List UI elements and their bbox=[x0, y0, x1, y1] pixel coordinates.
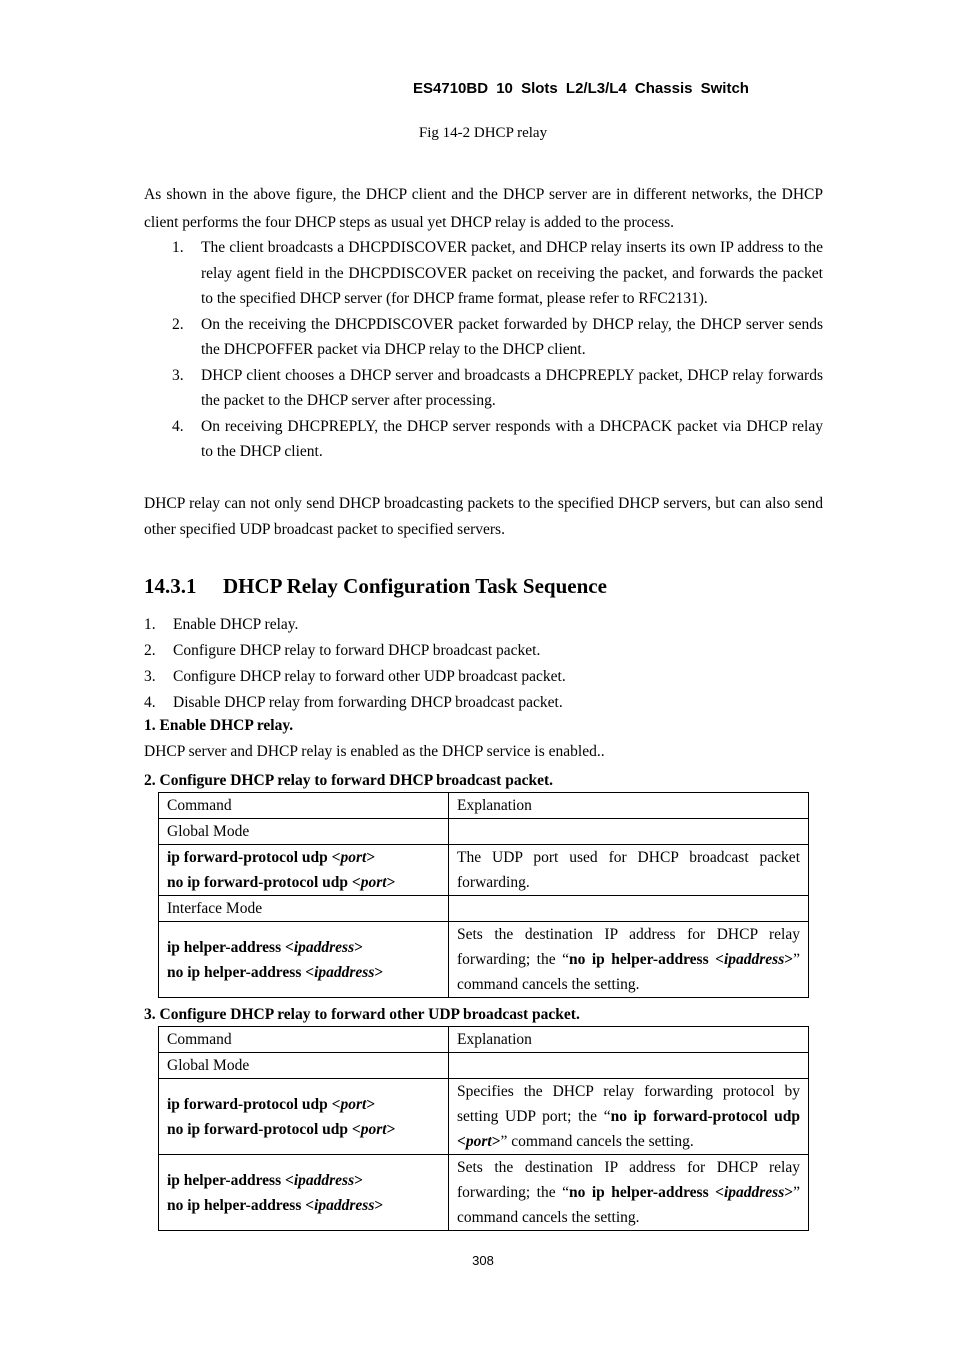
section-title-text: DHCP Relay Configuration Task Sequence bbox=[223, 574, 607, 598]
task-text: Configure DHCP relay to forward other UDP broadcast packet. bbox=[173, 668, 566, 685]
explanation-arg: port bbox=[465, 1133, 492, 1150]
explanation-cell bbox=[449, 1079, 809, 1155]
step-item bbox=[144, 312, 823, 363]
table-row bbox=[159, 1079, 809, 1155]
dhcp-relay-steps bbox=[144, 235, 823, 465]
task-text: Enable DHCP relay. bbox=[173, 616, 299, 633]
command-end: > bbox=[354, 938, 363, 956]
explanation-command-end: > bbox=[784, 951, 794, 968]
command-line bbox=[167, 870, 440, 895]
empty-cell bbox=[449, 819, 809, 845]
step-text: On the receiving the DHCPDISCOVER packet forwarded by DHCP relay, the DHCP server sends the DHCPOFFER packet via DHCP relay to the DHCP client. bbox=[201, 315, 823, 358]
command-arg: port bbox=[360, 874, 387, 891]
command-cell bbox=[159, 922, 449, 998]
explanation-text: ” command cancels the setting. bbox=[457, 951, 800, 993]
outro-paragraph: DHCP relay can not only send DHCP broadcasting packets to the specified DHCP servers, but can also send other specified UDP broadcast packet to specified servers. bbox=[144, 495, 823, 538]
task-text: Disable DHCP relay from forwarding DHCP broadcast packet. bbox=[173, 694, 563, 711]
section-heading bbox=[144, 574, 607, 599]
command-cell bbox=[159, 845, 449, 896]
command-text: no ip helper-address < bbox=[167, 1196, 315, 1214]
task-text: Configure DHCP relay to forward DHCP broadcast packet. bbox=[173, 642, 541, 659]
explanation-arg: ipaddress bbox=[723, 951, 785, 968]
command-end: > bbox=[386, 1120, 396, 1138]
command-arg: ipaddress bbox=[293, 1171, 355, 1189]
mode-row bbox=[159, 1053, 809, 1079]
command-arg: ipaddress bbox=[314, 1196, 375, 1214]
command-line bbox=[167, 935, 440, 960]
step-number: 1. bbox=[172, 239, 184, 256]
command-line bbox=[167, 1168, 440, 1193]
explanation-command: no ip forward-protocol udp < bbox=[457, 1108, 800, 1150]
task-number: 1. bbox=[144, 616, 156, 633]
command-cell bbox=[159, 1079, 449, 1155]
mode-label: Global Mode bbox=[159, 1053, 449, 1079]
explanation-command-end: > bbox=[491, 1133, 501, 1150]
explanation-text: ” command cancels the setting. bbox=[457, 1184, 800, 1226]
step-number: 3. bbox=[172, 366, 184, 384]
task2-command-table bbox=[158, 792, 809, 998]
task-item bbox=[144, 690, 823, 716]
explanation-command-end: > bbox=[784, 1184, 794, 1201]
command-end: > bbox=[374, 1196, 384, 1214]
intro-paragraph: As shown in the above figure, the DHCP client and the DHCP server are in different networks, the DHCP client performs the four DHCP steps as usual yet DHCP relay is added to the process. bbox=[144, 186, 823, 231]
explanation-text: Sets the destination IP address for DHCP relay forwarding; the “ bbox=[457, 1159, 800, 1201]
header-command: Command bbox=[159, 1027, 449, 1053]
explanation-text: Specifies the DHCP relay forwarding protocol by setting UDP port; the “ bbox=[457, 1083, 800, 1125]
step-item bbox=[144, 414, 823, 465]
task-list bbox=[144, 612, 823, 716]
explanation-command: no ip helper-address < bbox=[569, 951, 724, 968]
command-text: no ip forward-protocol udp < bbox=[167, 1120, 361, 1138]
step-text: DHCP client chooses a DHCP server and broadcasts a DHCPREPLY packet, DHCP relay forwards the packet to the DHCP server after processing. bbox=[201, 366, 823, 409]
command-line bbox=[167, 845, 440, 870]
table-row bbox=[159, 922, 809, 998]
command-arg: ipaddress bbox=[293, 938, 355, 956]
command-cell bbox=[159, 1155, 449, 1231]
task3-command-table bbox=[158, 1026, 809, 1231]
mode-row bbox=[159, 819, 809, 845]
explanation-cell bbox=[449, 1155, 809, 1231]
task-number: 4. bbox=[144, 694, 156, 711]
task-number: 2. bbox=[144, 642, 156, 659]
step-item bbox=[144, 363, 823, 414]
command-end: > bbox=[386, 874, 396, 891]
command-text: no ip forward-protocol udp < bbox=[167, 874, 361, 891]
explanation-arg: ipaddress bbox=[723, 1184, 785, 1201]
task-item bbox=[144, 664, 823, 690]
command-text: ip forward-protocol udp < bbox=[167, 1095, 341, 1113]
explanation-cell bbox=[449, 922, 809, 998]
mode-label: Interface Mode bbox=[159, 896, 449, 922]
empty-cell bbox=[449, 896, 809, 922]
task1-text: DHCP server and DHCP relay is enabled as the DHCP service is enabled.. bbox=[144, 743, 605, 760]
step-number: 4. bbox=[172, 417, 184, 435]
explanation-text: Sets the destination IP address for DHCP relay forwarding; the “ bbox=[457, 926, 800, 968]
task-item bbox=[144, 638, 823, 664]
command-arg: port bbox=[340, 849, 367, 866]
task-item bbox=[144, 612, 823, 638]
task3-heading: 3. Configure DHCP relay to forward other UDP broadcast packet. bbox=[144, 1006, 580, 1023]
command-line bbox=[167, 1092, 440, 1117]
command-text: no ip helper-address < bbox=[167, 963, 315, 981]
header-command: Command bbox=[159, 793, 449, 819]
command-end: > bbox=[366, 849, 376, 866]
mode-label: Global Mode bbox=[159, 819, 449, 845]
task2-heading: 2. Configure DHCP relay to forward DHCP broadcast packet. bbox=[144, 772, 554, 789]
task-number: 3. bbox=[144, 668, 156, 685]
step-number: 2. bbox=[172, 315, 184, 333]
command-end: > bbox=[366, 1095, 376, 1113]
table-header-row bbox=[159, 1027, 809, 1053]
explanation-command: no ip helper-address < bbox=[569, 1184, 724, 1201]
table-row bbox=[159, 1155, 809, 1231]
empty-cell bbox=[449, 1053, 809, 1079]
explanation-cell: The UDP port used for DHCP broadcast packet forwarding. bbox=[449, 845, 809, 896]
command-line bbox=[167, 1117, 440, 1142]
command-end: > bbox=[374, 963, 384, 981]
section-number: 14.3.1 bbox=[144, 574, 197, 598]
step-item bbox=[144, 235, 823, 312]
figure-caption: Fig 14-2 DHCP relay bbox=[418, 125, 548, 141]
command-arg: ipaddress bbox=[314, 963, 375, 981]
command-line bbox=[167, 1193, 440, 1218]
command-line bbox=[167, 960, 440, 985]
table-header-row bbox=[159, 793, 809, 819]
step-text: The client broadcasts a DHCPDISCOVER packet, and DHCP relay inserts its own IP address to the relay agent field in the DHCPDISCOVER packet on receiving the packet, and forwards the packet to the specified DHCP server (for DHCP frame format, please refer to RFC2131). bbox=[201, 239, 823, 307]
command-end: > bbox=[354, 1171, 363, 1189]
command-arg: port bbox=[340, 1095, 367, 1113]
mode-row bbox=[159, 896, 809, 922]
table-row bbox=[159, 845, 809, 896]
running-header: ES4710BD 10 Slots L2/L3/L4 Chassis Switch bbox=[413, 80, 749, 97]
explanation-text: ” command cancels the setting. bbox=[500, 1133, 694, 1150]
command-text: ip helper-address < bbox=[167, 938, 294, 956]
page-number: 308 bbox=[472, 1253, 494, 1268]
header-explanation: Explanation bbox=[449, 793, 809, 819]
task1-heading: 1. Enable DHCP relay. bbox=[144, 717, 294, 734]
command-text: ip forward-protocol udp < bbox=[167, 849, 341, 866]
command-arg: port bbox=[360, 1120, 387, 1138]
step-text: On receiving DHCPREPLY, the DHCP server responds with a DHCPACK packet via DHCP relay to the DHCP client. bbox=[201, 417, 823, 460]
header-explanation: Explanation bbox=[449, 1027, 809, 1053]
command-text: ip helper-address < bbox=[167, 1171, 294, 1189]
